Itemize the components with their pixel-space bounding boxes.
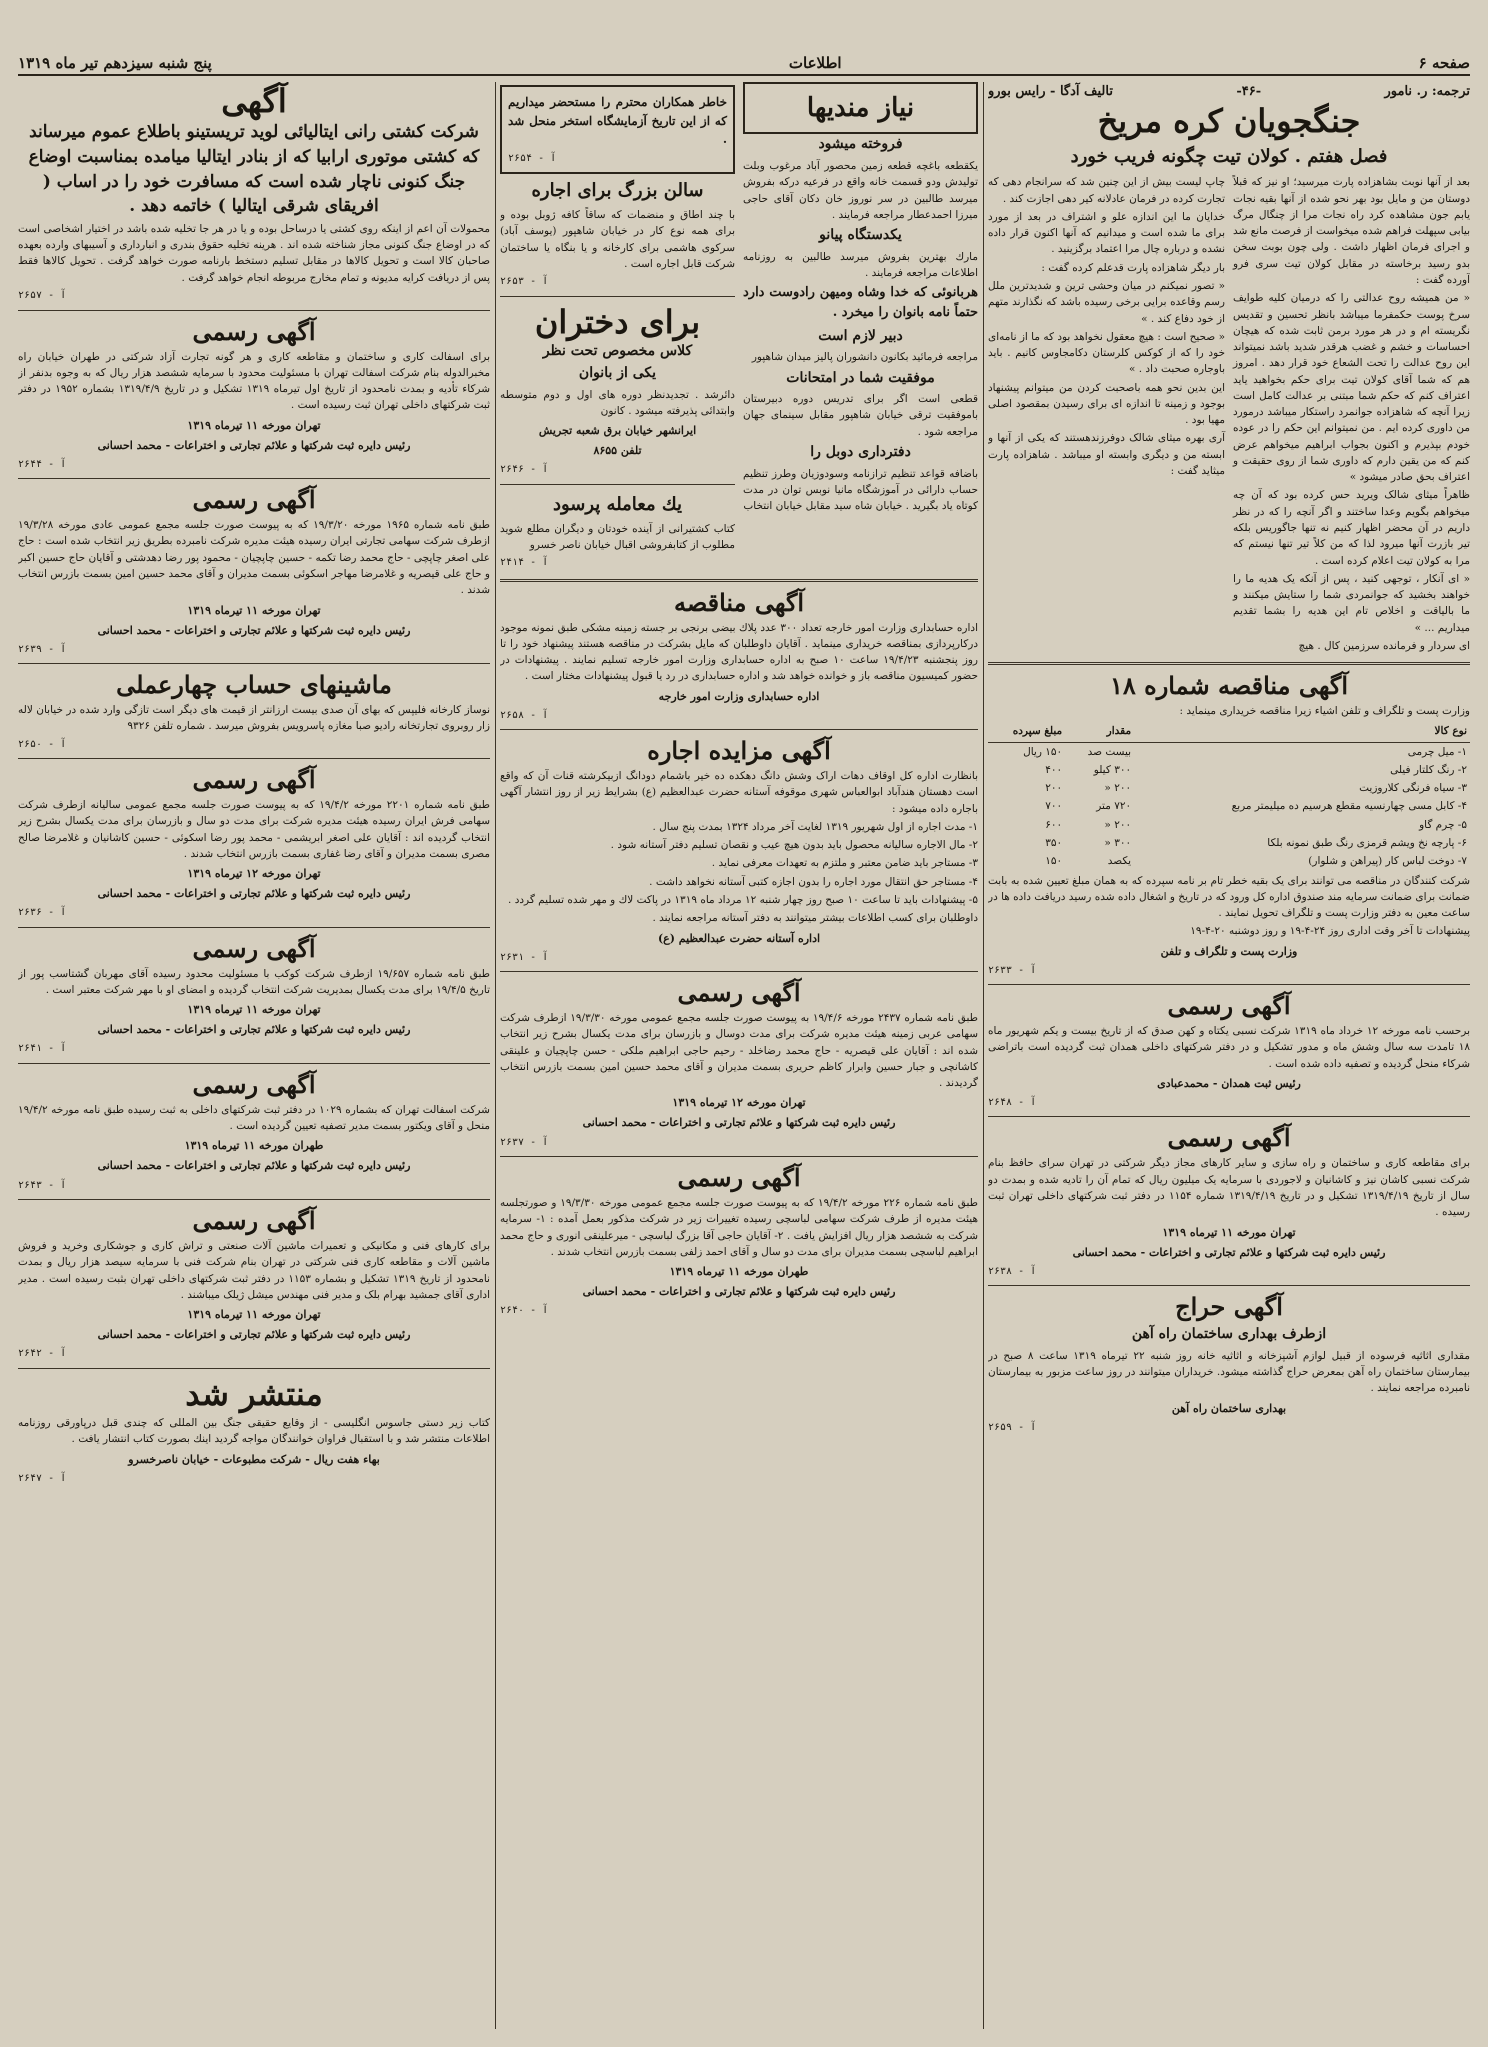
official-title: آگهی رسمی xyxy=(677,978,801,1008)
lease-auction-item: ۴- مستاجر حق انتقال مورد اجاره را بدون اجازه کتبی آستانه نخواهد داشت . xyxy=(649,875,978,888)
serial-paragraph: « صحیح است : هیچ معقول نخواهد بود که ما از نامه‌ای خود را که از کوکس کلرستان دکامجاوس کانیم . باید باوجاره صحبت داد . » xyxy=(988,330,1225,376)
ad-code: آ - ۲۶۴۲ xyxy=(18,1348,67,1360)
lease-auction-signature: اداره آستانه حضرت عبدالعظیم (ع) xyxy=(657,931,821,945)
column-rule xyxy=(495,82,496,2029)
ad-code: آ - ۲۶۳۸ xyxy=(988,1265,1037,1277)
official-title: آگهی رسمی xyxy=(1167,991,1291,1021)
needs-text: هربانوئی که خدا وشاه ومیهن رادوست دارد حتماً نامه بانوان را میخرد . xyxy=(743,285,978,321)
published-price: بهاء هفت ریال - شرکت مطبوعات - خیابان ناصرخسرو xyxy=(128,1452,380,1466)
official-date: تهران مورخه ۱۱ تیرماه ۱۳۱۹ xyxy=(187,1003,321,1017)
serial-paragraph: بعد از آنها نوبت بشاهزاده پارت میرسید؛ او نیز که قبلاً دوستان من و مایل بود بهر نحو شده از آنها بقیه نجات یابم جون مشاهده کرد راه نجات مرا از چنگال مرگ بیابی سپهلت فراهم شده میخواست از فرصت مانع شد و اجرای فرمان اظهار داشت . ولی چون بوبت سخن بدو رسید برخاسته در مقابل کولان تیت سری فرو آورده گفت : xyxy=(1232,176,1470,287)
needs-heading: دبیر لازم است xyxy=(818,327,903,344)
issue-date: پنج شنبه سیزدهم تیر ماه ۱۳۱۹ xyxy=(18,54,212,72)
lease-auction-item: ۳- مستاجر باید ضامن معتبر و ملتزم به تعهدات معرفی نماید . xyxy=(711,857,978,870)
deal-title: یك معامله پرسود xyxy=(552,493,683,515)
official-signature: رئیس دایره ثبت شرکتها و علائم تجارتی و اختراعات - محمد احسانی xyxy=(97,1328,411,1342)
official-title: آگهی رسمی xyxy=(677,1163,801,1193)
serial-paragraph: « من همیشه روح عدالتی را که درمیان کلیه طوایف سرخ پوست حکمفرما میباشد بانظر تحسین و تقدیس نگریسته ام و در هر مورد برمن ثابت شده که هیچان احساسات و خشم و غضب هرقدر شدید باشد نمیتواند این روح عدالت را تحت الشعاع خود قرار دهد . امروز هم که شما آقای کولان تیت برای حکم بخواهید یاید اعتراف کنم که حکم شما مبتنی بر عدالت کامل است زیرا آنچه که شاهزاده جوانمرد راستکار میباشد درمورد من داوری کرده ایم . من نمیتوانم این حکم را در عوده خودم بپذیرم و اکنون بجواب ابراهیم میخواهم عرض کنم که من یقین دارم که داوری شما از روی حقیقت و اعتراف بحق صادر میشود » xyxy=(1233,292,1470,484)
serial-paragraph: ای سردار و فرمانده سرزمین کال . هیچ xyxy=(1298,639,1470,652)
girls-subtitle: یکی از بانوان xyxy=(578,364,657,381)
official-date: تهران مورخه ۱۲ تیرماه ۱۳۱۹ xyxy=(672,1096,806,1110)
girls-address: ایرانشهر خیابان برق شعبه تجریش xyxy=(538,424,697,438)
lease-auction-footer: داوطلبان برای کسب اطلاعات بیشتر میتوانند به دفتر آستانه مراجعه نمایند . xyxy=(652,912,978,925)
official-title: آگهی رسمی xyxy=(192,765,316,795)
calculator-title: ماشینهای حساب چهارعملی xyxy=(116,670,392,700)
published-title: منتشر شد xyxy=(185,1374,323,1413)
official-date: تهران مورخه ۱۱ تیرماه ۱۳۱۹ xyxy=(187,1308,321,1322)
ad-code: آ - ۲۶۴۳ xyxy=(18,1179,67,1191)
masthead xyxy=(18,52,1470,76)
lease-auction-item: ۲- مال الاجاره سالیانه محصول باید بدون هیچ عیب و نقصان تسلیم دفتر آستانه شود . xyxy=(610,839,978,852)
girls-title: برای دختران xyxy=(534,302,701,341)
official-signature: رئیس دایره ثبت شرکتها و علائم تجارتی و اختراعات - محمد احسانی xyxy=(97,1159,411,1173)
lease-auction-item: ۵- پیشنهادات باید تا ساعت ۱۰ صبح روز چهار شنبه ۱۲ مرداد ماه ۱۳۱۹ در پاکت لاك و مهر شده تسلیم گردد . xyxy=(508,894,978,907)
official-date: تهران مورخه ۱۱ تیرماه ۱۳۱۹ xyxy=(1162,1225,1296,1239)
published-body: كتاب زیر دستی جاسوس انگلیسی - از وقایع حقیقی جنگ بین المللی که چندی قبل درپاورقی روزنامه اطلاعات منتشر شد و با استقبال فراوان خوانندگان مواجه گردید اینك بصورت کتاب انتشار یافت . xyxy=(18,1417,490,1446)
official-date: طهران مورخه ۱۱ تیرماه ۱۳۱۹ xyxy=(669,1265,809,1279)
official-title: آگهی رسمی xyxy=(192,485,316,515)
serial-body xyxy=(988,172,1470,656)
table-header: مبلغ سپرده xyxy=(988,721,1065,742)
official-body: طبق نامه شماره ۱۹۶۵ مورخه ۱۹/۳/۲۰ که به پیوست صورت جلسه مجمع عمومی عادی مورخه ۱۹/۳/۲۸ ازطرف شرکت سهامی تجارتی ایران رسیده هیئت مدیره شرکت نامبرده بطریق زیر انتخاب شده است : حاج علی اصغر چاپچی - حاج محمد رضا تکمه - حسین چاپچیان - محمود پور رضا دهدشتی و آقایان حاج حسین اکبر و حاج علی قیصریه و غلامرضا مهاجر اسکوئی بسمت مدیران و آقای محمد حسین امین بسمت بازرس انتخاب شدند . xyxy=(18,519,490,597)
serial-author: تالیف آدگا - رایس بورو xyxy=(988,84,1113,99)
ad-code: آ - ۲۶۳۹ xyxy=(18,643,67,655)
ad-code: آ - ۲۶۵۹ xyxy=(988,1421,1037,1433)
official-body: برای اسفالت کاری و ساختمان و مقاطعه کاری و هر گونه تجارت آزاد شرکتی در طهران خیابان راه مخبرالدوله بنام شرکت اسفالت تهران با مسئولیت محدود با سرمایه ششصد هزار ریال که به وجوه بدنفر از شرکاء تأدیه و بمدت نامحدود از تاریخ اول تیرماه ۱۳۱۹ تشکیل و در تاریخ ۱۳۱۹/۴/۹ بشماره ۱۹۵۲ در دفتر ثبت شرکتهای داخلی تهران ثبت رسیده است . xyxy=(18,350,490,412)
girls-body: دائرشد . تجدیدنظر دوره های اول و دوم متوسطه وابتدائی پذیرفته میشود . کانون xyxy=(500,388,735,417)
ad-code: آ - ۲۶۴۴ xyxy=(18,458,67,470)
needs-heading: موفقیت شما در امتحانات xyxy=(786,369,935,386)
official-signature: رئیس دایره ثبت شرکتها و علائم تجارتی و اختراعات - محمد احسانی xyxy=(97,1023,411,1037)
official-body: طبق نامه شماره ۲۲۰۱ مورخه ۱۹/۴/۲ که به پیوست صورت جلسه مجمع عمومی سالیانه ازطرف شرکت سهامی فرش ایران رسیده هیئت مدیره شرکت برای مدت دو سال و بازرسان برای مدت یکسال بشرح زیر انتخاب گردیده اند : آقایان علی اصغر ابریشمی - محمد پور رضا اسکوئی - حسین کاشانیان و غلامرضا صالح مصری بسمت مدیران و آقای رضا غفاری بسمت بازرس انتخاب شدند . xyxy=(18,799,490,860)
ad-code: آ - ۲۶۵۰ xyxy=(18,738,67,750)
ad-code: آ - ۲۶۳۷ xyxy=(500,1136,549,1148)
lease-auction-item: ۱- مدت اجاره از اول شهریور ۱۳۱۹ لغایت آخر مرداد ۱۳۲۴ بمدت پنج سال . xyxy=(652,820,978,833)
auction-title: آگهی حراج xyxy=(1175,1292,1283,1322)
tender-title: آگهی مناقصه xyxy=(673,587,805,617)
ad-code: آ - ۲۶۳۱ xyxy=(500,951,549,963)
calculator-body: نوساز کارخانه فلیپس که بهای آن صدی بیست ارزانتر از قیمت های دیگر است تازگی وارد شده در خیابان لاله زار روبروی تجارتخانه رادیو صبا مغازه پاسرویس بفروش میرسد . شماره تلفن ۹۳۲۶ xyxy=(18,704,490,733)
serial-paragraph: « ای آنکار ، توجهی کنید ، پس از آنکه یک هدیه ما را خواهند بخشید که جوانمردی شما را ستایش میکنند و ما بالیاقت و اخلاص تام این هدیه را بشما تقدیم میداریم ... » xyxy=(1233,572,1470,634)
needs-text: یکقطعه باغچه قطعه زمین محصور آباد مرغوب وبلت تولیدش ودو قسمت خانه واقع در فرعیه دركه بفروش میرسد طالبین در سر نوروز خان دکان آقای حاجی میرزا احمدعطار مراجعه فرمایند . xyxy=(743,159,978,221)
needs-list xyxy=(743,134,978,514)
ad-code: آ - ۲۶۴۷ xyxy=(18,1472,67,1484)
table-header: نوع کالا xyxy=(1134,721,1470,742)
needs-title: نیاز مندیها xyxy=(743,82,978,134)
official-title: آگهی رسمی xyxy=(192,933,316,963)
serial-paragraph: ظاهراً میثای شالک ویرید حس کرده بود که آن چه میخواهم بگویم وعدا ساختند و اگر آنچه را که در نظر داریم در آن محضر اظهار کنیم نه تنها جاگوریس بلکه تیر بازرت آنها میرود لذا که من کلاً تیر تنها نیستم که مرا به کولان تیت اعلام کرده است . xyxy=(1233,489,1470,567)
serial-paragraph: « تصور نمیکنم در میان وحشی ترین و شدیدترین ملل رسم وقاعده برایی برخی رسیده باشد که نگذارند متهم از خود دفاع کند . » xyxy=(988,280,1225,325)
serial-paragraph: این بدین نحو همه باصحبت کردن من میتوانم پیشنهاد بوجود و زمینه تا اندازه ای برای رسیدن بمقصود اصلی مهیا بود . xyxy=(988,381,1225,427)
tender18-body: شرکت کنندگان در مناقصه می توانند برای یک بقیه خطر تام بر نامه سپرده که به همان مبلغ تعیین شده به بابت ضمانت برای ضمانت سرمایه مند صندوق اداره کل ورود که در تاریخ و اشغال داده شده رسید دریافت داده ها در ساعت معین به دفتر وزارت پست و تلگراف تحویل نمایند . xyxy=(988,874,1470,920)
ad-code: آ - ۲۶۵۳ xyxy=(500,276,549,288)
ad-code: آ - ۲۶۴۰ xyxy=(500,1305,549,1317)
official-title: آگهی رسمی xyxy=(1167,1123,1291,1153)
needs-heading: فروخته میشود xyxy=(818,136,903,153)
official-signature: رئیس دایره ثبت شرکتها و علائم تجارتی و اختراعات - محمد احسانی xyxy=(582,1285,896,1299)
official-body: برای مقاطعه کاری و ساختمان و راه سازی و سایر کارهای مجاز دیگر شرکتی در تهران سرای حافظ بنام شرکت نسبی کاشان نیز و کاشانیان و لاجوردی با سرمایه یک میلیون ریال که تمام آن را تادیه شده و بمدت دو سال از تاریخ ۱۳۱۹/۴/۱۹ تشکیل و در تاریخ ۱۳۱۹/۴/۱۹ شماره ۱۱۵۴ در دفتر ثبت شرکتهای داخلی تهران ثبت رسیده . xyxy=(988,1157,1470,1219)
official-date: تهران مورخه ۱۲ تیرماه ۱۳۱۹ xyxy=(187,867,321,881)
girls-phone: تلفن ۸۶۵۵ xyxy=(593,444,642,458)
table-header: مقدار xyxy=(1065,721,1134,742)
left-column xyxy=(18,82,490,2029)
lloyd-lead: شرکت کشتی رانی ایتالیائی لوید تریستینو باطلاع عموم میرساند که کشتی موتوری ارابیا که از بنادر ایتالیا میامده بمناسبت اوضاع جنگ کنونی ناچار شده است که مسافرت خود را در اساب ( افریقای شرقی ایتالیا ) خاتمه دهد . xyxy=(28,122,480,217)
tender18-intro: وزارت پست و تلگراف و تلفن اشیاء زیرا مناقصه خریداری مینماید : xyxy=(1179,705,1470,718)
official-body: طبق نامه شماره ۲۲۶ مورخه ۱۹/۴/۲ که به پیوست صورت جلسه مجمع عمومی مورخه ۱۹/۳/۳۰ و صورتجلسه هیئت مدیره از طرف شرکت سهامی لباسچی رسیده تغییرات زیر در شرکت مذکور بعمل آمده : ۱- سرمایه شرکت به ششصد هزار ریال افزایش یافت . ۲- آقایان حاجی آقا بزرگ لباسچی - میرعلینقی انوری و حاج محمد ابراهیم لباسچی بسمت مدیران برای مدت دو سال و آقای احمد زلفی بسمت بازرس انتخاب شدند . xyxy=(500,1197,978,1258)
ad-code: آ - ۲۶۴۸ xyxy=(988,1096,1037,1108)
official-title: آگهی رسمی xyxy=(192,1069,316,1099)
tender-signature: اداره حسابداری وزارت امور خارجه xyxy=(658,689,820,703)
official-title: آگهی رسمی xyxy=(192,316,316,346)
right-column xyxy=(988,82,1470,2029)
official-signature: رئیس دایره ثبت شرکتها و علائم تجارتی و اختراعات - محمد احسانی xyxy=(97,887,411,901)
needs-text: مراجعه فرمائید بکانون دانشوران پالیز میدان شاهپور xyxy=(751,351,978,364)
tender18-signature: وزارت پست و تلگراف و تلفن xyxy=(1160,944,1298,958)
needs-text: باضافه قواعد تنظیم ترازنامه وسودوزیان وطرز تنظیم حساب دارائی در آموزشگاه مانیا نوبس توان در مدت کوتاه یاد بگیرید . خیابان شاه سید مقابل خیابان انتخاب xyxy=(743,467,978,513)
lease-auction-body: بانظارت اداره کل اوقاف دهات اراک وشش دانگ دهکده ده خیر باشمام دودانگ ازبیکرشته قنات آن که واقع است دهستان هندآباد ابوالعباس شهری موقوفه آستانه حضرت عبدالعظیم (ع) بشرایط زیر از روز انتشار آگهی باجاره داده میشود : xyxy=(500,770,978,815)
serial-translator: ترجمه: ر. نامور xyxy=(1384,84,1470,99)
serial-number: -۴۶- xyxy=(1236,84,1262,99)
table-row: ۵- چرم گاو ۲۰۰ « ۶۰۰ xyxy=(1045,818,1467,831)
serial-paragraph: خدایان ما این اندازه علو و اشتراف در بعد از مورد برای ما شده است و میدانیم که آنها اکنون قرار داده نشده و درباره چال مرا اعتماد برگزینید . xyxy=(988,210,1225,256)
rent-title: سالن بزرگ برای اجاره xyxy=(531,180,704,202)
serial-chapter: فصل هفتم . کولان تیت چگونه فریب خورد xyxy=(1070,145,1388,167)
needs-heading: دفترداری دوبل را xyxy=(810,443,911,460)
tender18-title: آگهی مناقصه شماره ۱۸ xyxy=(1109,671,1349,701)
official-date: تهران مورخه ۱۱ تیرماه ۱۳۱۹ xyxy=(187,418,321,432)
deal-body: کتاب کشتیرانی از آینده خودتان و دیگران مطلع شوید مطلوب از کتابفروشی اقبال خیابان ناصر خسرو xyxy=(500,522,735,551)
table-row: ۴- کابل مسی چهارنسیه مقطع هرسیم ده میلیمتر مربع ۷۲۰ متر ۷۰۰ xyxy=(1045,800,1467,813)
serial-paragraph: آری بهره میثای شالک دوفرزندهستند که یکی از آنها و ابسته من و دیگری وابسته او میباشد . شاهزاده پارت میثاید گفت : xyxy=(988,432,1225,477)
official-body: شرکت اسفالت تهران که بشماره ۱۰۲۹ در دفتر ثبت شرکتهای داخلی به ثبت رسیده طبق نامه مورخه ۱۹/۴/۲ منحل و آقای ویکتور بسمت مدیر تصفیه تعیین گردیده است . xyxy=(18,1103,490,1133)
table-row: ۶- پارچه نخ ویشم قرمزی رنگ طبق نمونه بلکا ۳۰۰ « ۳۵۰ xyxy=(1045,836,1467,849)
official-signature: رئیس دایره ثبت شرکتها و علائم تجارتی و اختراعات - محمد احسانی xyxy=(97,438,411,452)
ad-code: آ - ۲۴۱۴ xyxy=(500,557,549,569)
table-row: ۳- سیاه فرنگی کلاروزیت ۲۰۰ « ۲۰۰ xyxy=(1045,782,1467,795)
ad-code: آ - ۲۶۴۱ xyxy=(18,1043,67,1055)
serial-title: جنگجویان کره مریخ xyxy=(1097,102,1361,141)
official-date: تهران مورخه ۱۱ تیرماه ۱۳۱۹ xyxy=(187,603,321,617)
column-rule xyxy=(983,82,984,2029)
colleagues-notice: خاطر همکاران محترم را مستحضر میداریم که از این تاریخ آزمایشگاه استخر منحل شد . xyxy=(508,95,727,147)
girls-subtitle: کلاس مخصوص تحت نظر xyxy=(542,343,693,360)
auction-body: مقداری اثاثیه فرسوده از قبیل لوازم آشپزخانه و اثاثیه خانه روز شنبه ۲۲ تیرماه ۱۳۱۹ ساعت ۸ صبح در بیمارستان ساختمان راه آهن بمعرض حراج گذاشته میشود. خریداران میتوانند در روز ساعت مزبور به بیمارستان نامبرده مراجعه نمایند . xyxy=(988,1349,1470,1395)
auction-signature: بهداری ساختمان راه آهن xyxy=(1171,1401,1287,1415)
rent-body: با چند اطاق و منضمات که ساقاً کافه ژوبل بوده و برای همه نوع کار در خیابان شاهپور (یوسف آباد) سرکوی هاشمی برای کارخانه و یا بنگاه یا ساختمان شرکت قابل اجاره است . xyxy=(500,209,735,270)
paper-name: اطلاعات xyxy=(788,54,842,72)
lloyd-body: محمولات آن اعم از اینکه روی کشتی یا درساحل بوده و یا در هر جا تخلیه شده باشد در اختیار اشخاصی است که در اوضاع جنگ کنونی مجاز شناخته شده اند . هرینه تخلیه حقوق بندری و انبارداری و آسیبهای وارده بعهده صاحبان کالا است و تحویل کالاها در مقابل تسلیم دستخط بارنامه صورت خواهد گرفت . تحویل کالاها فقط پس از دریافت کرایه مدیونه و تمام مخارج مربوطه انجام خواهد گرفت . xyxy=(18,222,490,284)
ad-code: آ - ۲۶۵۴ xyxy=(508,152,557,164)
official-signature: رئیس دایره ثبت شرکتها و علائم تجارتی و اختراعات - محمد احسانی xyxy=(97,623,411,637)
ad-code: آ - ۲۶۴۶ xyxy=(500,464,549,476)
lease-auction-title: آگهی مزایده اجاره xyxy=(647,736,831,766)
official-body: طبق نامه شماره ۱۹/۶۵۷ ازطرف شرکت کوکب با مسئولیت محدود رسیده آقای مهربان گشتاسب پور از تاریخ ۱۹/۴/۵ برای مدت یکسال بمدیریت شرکت انتخاب گردیده و امضای او با مهر شرکت معتبر است . xyxy=(18,967,490,997)
auction-subtitle: ازطرف بهداری ساختمان راه آهن xyxy=(1131,1326,1327,1343)
tender18-table xyxy=(988,721,1470,870)
page-number: صفحه ۶ xyxy=(1418,54,1470,72)
needs-text: مارك بهترین بفروش میرسد طالبین به روزنامه اطلاعات مراجعه فرمایند . xyxy=(743,250,978,279)
needs-text: قطعی است اگر برای تدریس دوره دبیرستان باموفقیت ترقی خیابان شاهپور مقابل سینمای جهان مراجعه شود . xyxy=(743,393,978,438)
serial-paragraph: چاپ لیست بیش از این چنین شد که سرانجام دهی که تجارت کرده در فرمان عادلانه کیر دهی اجازت کند . xyxy=(988,176,1225,205)
ad-code: آ - ۲۶۵۷ xyxy=(18,290,67,302)
table-row: ۷- دوخت لباس کار (پیراهن و شلوار) یکصد ۱۵۰ xyxy=(1045,855,1467,868)
official-signature: رئیس دایره ثبت شرکتها و علائم تجارتی و اختراعات - محمد احسانی xyxy=(582,1116,896,1130)
official-signature: رئیس ثبت همدان - محمدعبادی xyxy=(1157,1076,1301,1090)
table-row: ۱- میل چرمی بیست صد ۱۵۰ ریال xyxy=(1023,745,1467,758)
lloyd-title: آگهی xyxy=(221,82,287,120)
middle-column xyxy=(500,82,978,2029)
official-body: برای کارهای فنی و مکانیکی و تعمیرات ماشین آلات صنعتی و تراش کاری و جوشکاری وخرید و فروش ماشین آلات و مقاطعه کاری فنی شرکتی در تهران بنام شرکت فنی با سرمایه سیصد هزار ریال و بمدت نامحدود از تاریخ ۱۳۱۹ تشکیل و بشماره ۱۱۵۳ در دفتر ثبت شرکتهای داخلی تهران بثبت رسیده است . مدیر اداری آقای جمشید بهرام بلک و مدیر فنی مهندس میشل ژیلک میباشند . xyxy=(18,1240,490,1301)
table-row: ۲- رنگ کلتار فیلی ۳۰۰ کیلو ۴۰۰ xyxy=(1045,763,1467,776)
official-title: آگهی رسمی xyxy=(192,1206,316,1236)
official-body: برحسب نامه مورخه ۱۲ خرداد ماه ۱۳۱۹ شرکت نسبی یکتاه و کهن صدق که از تاریخ بیست و یکم شهریور ماه ۱۸ تامدت سه سال وشش ماه و مدور تشکیل و در دفتر شرکتهای داخلی همدان ثبت گردیده است باتراضی شرکاء منحل گردیده و تصفیه داده شده است . xyxy=(988,1025,1470,1070)
ad-code: آ - ۲۶۳۳ xyxy=(988,964,1037,976)
official-signature: رئیس دایره ثبت شرکتها و علائم تجارتی و اختراعات - محمد احسانی xyxy=(1072,1245,1386,1259)
ad-code: آ - ۲۶۳۶ xyxy=(18,907,67,919)
official-body: طبق نامه شماره ۲۴۳۷ مورخه ۱۹/۴/۶ به پیوست صورت جلسه مجمع عمومی مورخه ۱۹/۳/۳۰ ازطرف شرکت سهامی عربی زمینه هیئت مدیره شرکت برای مدت دوسال و بازرسان برای مدت یکسال بشرح زیر انتخاب شده اند : آقایان علی قیصریه - حاج محمد رضاخلد - رحیم حاجی ابراهیم ملکی - حسن چاپچیان و علینقی کاشانچی و جبار حسین وابرار کاظم حریری بسمت مدیران و آقای محمد حسین امین بسمت بازرس انتخاب گردیدند . xyxy=(500,1012,978,1090)
official-date: طهران مورخه ۱۱ تیرماه ۱۳۱۹ xyxy=(184,1139,324,1153)
serial-paragraph: بار دیگر شاهزاده پارت قدعلم کرده گفت : xyxy=(1041,261,1225,274)
tender18-date: پیشنهادات تا آخر وقت اداری روز ۲۴-۴-۱۹ و روز دوشنبه ۲۰-۴-۱۹ xyxy=(1190,925,1470,938)
needs-heading: یکدستگاه پیانو xyxy=(819,227,902,244)
tender-body: اداره حسابداری وزارت امور خارجه تعداد ۳۰۰ عدد پلاك بیضی برنجی بر جسته زمینه مشکی طبق نمونه موجود درکارپردازی بمناقصه خریداری مینماید . آقایان داوطلبان که مایل بشرکت در مناقصه هستند پیشنهاد خود را تا روز پنجشنبه ۱۹/۴/۲۳ ساعت ۱۰ صبح به اداره حسابداری وزارت امور خارجه تسلیم نمایند . پیشنهادات در حضور کمیسیون مناقصه باز و خوانده خواهد شد و اداره حسابداری در رد یا قبول پیشنهادات مختار است . xyxy=(500,621,978,683)
ad-code: آ - ۲۶۵۸ xyxy=(500,709,549,721)
